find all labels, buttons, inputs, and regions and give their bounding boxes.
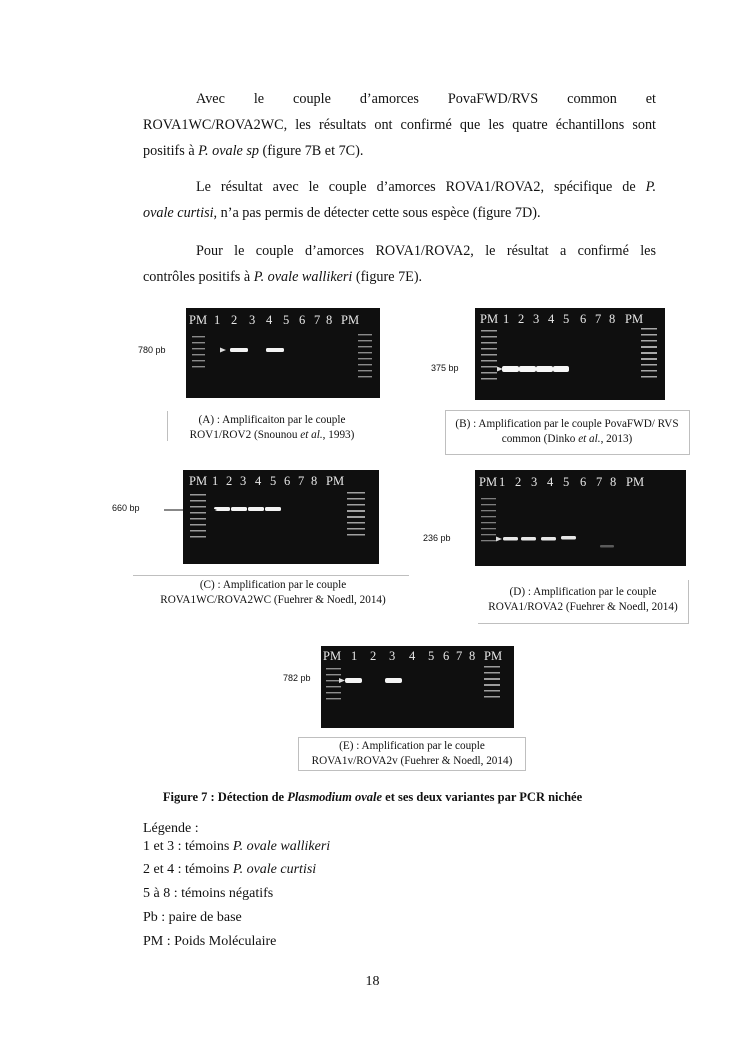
lane-label: 3 — [249, 313, 256, 327]
text: (figure 7E). — [352, 269, 423, 285]
species-name: P. ovale wallikeri — [253, 269, 353, 285]
lane-label: 6 — [580, 312, 587, 326]
text: et ses deux variantes par PCR nichée — [382, 790, 583, 804]
band — [266, 348, 284, 352]
caption-d — [478, 585, 688, 615]
caption-line: ROVA1WC/ROVA2WC (Fuehrer & Noedl, 2014) — [160, 594, 386, 606]
ladder-left — [481, 498, 496, 541]
word: PovaFWD/RVS — [447, 91, 539, 107]
band — [553, 366, 569, 372]
lane-label: PM — [189, 313, 208, 327]
text: , 2013) — [600, 433, 633, 445]
lane-label: 2 — [226, 474, 233, 488]
marker-label-d: 236 pb — [423, 533, 451, 543]
lane-label: 1 — [499, 475, 506, 489]
lane-label: 6 — [580, 475, 587, 489]
text: (figure 7B et 7C). — [259, 143, 364, 159]
caption-line: (B) : Amplification par le couple PovaFWD/ RVS — [455, 418, 679, 430]
lane-label: 1 — [212, 474, 219, 488]
arrow-head — [496, 537, 502, 542]
legend — [143, 820, 330, 856]
species-name: Plasmodium ovale — [287, 790, 383, 804]
lane-label: 8 — [311, 474, 318, 488]
paragraph-1-line-3 — [143, 138, 656, 164]
lane-label: 3 — [389, 649, 396, 663]
legend-heading: Légende : — [143, 821, 199, 836]
paragraph-2-line-2 — [143, 200, 656, 226]
lane-label: 4 — [255, 474, 262, 488]
ladder-left — [326, 668, 341, 699]
paragraph-3 — [143, 238, 656, 290]
page-number: 18 — [365, 974, 380, 989]
text: Le résultat avec le couple d’amorces ROVA1/ROVA2, spécifique de — [196, 179, 646, 195]
arrow-line-c — [148, 505, 218, 515]
caption-a — [172, 413, 372, 443]
band — [502, 366, 519, 372]
lane-label: 4 — [548, 312, 555, 326]
lane-label: 7 — [595, 312, 602, 326]
lane-label: 4 — [409, 649, 416, 663]
ladder-right — [347, 492, 365, 536]
band — [345, 678, 362, 683]
caption-line: (C) : Amplification par le couple — [199, 579, 347, 591]
ladder-left — [192, 336, 205, 367]
lane-label: PM — [326, 474, 345, 488]
lane-label: 6 — [443, 649, 450, 663]
lane-label: 2 — [515, 475, 522, 489]
lane-label: 5 — [428, 649, 435, 663]
word: Avec — [196, 91, 225, 107]
text: 2 et 4 : témoins — [143, 862, 233, 877]
lane-label: 1 — [351, 649, 358, 663]
word: couple — [293, 91, 331, 107]
band — [561, 536, 576, 540]
marker-label-e: 782 pb — [283, 673, 311, 683]
text: 1 et 3 : témoins — [143, 839, 233, 854]
text: , n’a pas permis de détecter cette sous espèce (figure 7D). — [213, 205, 541, 221]
word: et — [645, 91, 656, 107]
species-name: P. ovale curtisi — [232, 862, 317, 877]
lane-label: 2 — [370, 649, 377, 663]
lane-label: 5 — [270, 474, 277, 488]
legend-item: PM : Poids Moléculaire — [143, 934, 277, 949]
caption-line: ROVA1v/ROVA2v (Fuehrer & Noedl, 2014) — [311, 755, 513, 767]
paragraph-2 — [143, 174, 656, 226]
paragraph-1-line-2: ROVA1WC/ROVA2WC, les résultats ont confirmé que les quatre échantillons sont — [143, 117, 656, 133]
caption-b — [447, 417, 687, 447]
band — [385, 678, 402, 683]
text: et al. — [300, 429, 323, 441]
text: et al. — [578, 433, 601, 445]
band — [248, 507, 264, 511]
species-name: ovale curtisi — [143, 205, 214, 221]
legend-item — [143, 838, 330, 856]
lane-label: 6 — [284, 474, 291, 488]
band — [265, 507, 281, 511]
text: positifs à — [143, 143, 199, 159]
lane-label: 3 — [531, 475, 538, 489]
word: common — [567, 91, 617, 107]
gel-image-b — [475, 308, 665, 400]
band — [230, 348, 248, 352]
text: common (Dinko — [501, 433, 579, 445]
band — [541, 537, 556, 541]
lane-label: PM — [626, 475, 645, 489]
paragraph-2-line-1 — [143, 174, 656, 200]
caption-line: (A) : Amplificaiton par le couple — [198, 414, 346, 426]
lane-label: 3 — [240, 474, 247, 488]
caption-e — [299, 739, 525, 769]
lane-label: 5 — [563, 312, 570, 326]
caption-border-c — [133, 575, 409, 576]
lane-label: PM — [189, 474, 208, 488]
lane-label: PM — [484, 649, 503, 663]
caption-line — [172, 428, 372, 443]
marker-label-a: 780 pb — [138, 345, 166, 355]
lane-label: 2 — [231, 313, 238, 327]
lane-label: PM — [625, 312, 644, 326]
paragraph-1-line-1 — [143, 86, 656, 112]
caption-border-a — [167, 411, 168, 441]
lane-label: 7 — [298, 474, 305, 488]
legend-item — [143, 861, 316, 879]
text: Figure 7 : Détection de — [162, 790, 288, 804]
lane-label: 8 — [610, 475, 617, 489]
gel-image-a — [186, 308, 380, 398]
species-name: P. ovale wallikeri — [232, 839, 331, 854]
caption-line: (D) : Amplification par le couple — [509, 586, 657, 598]
ladder-left — [481, 330, 497, 380]
band — [503, 537, 518, 541]
lane-label: PM — [479, 475, 498, 489]
text: contrôles positifs à — [143, 269, 254, 285]
text: , 1993) — [322, 429, 355, 441]
lane-label: 1 — [503, 312, 510, 326]
caption-c — [135, 578, 411, 608]
ladder-right — [358, 334, 372, 377]
caption-line: ROVA1/ROVA2 (Fuehrer & Noedl, 2014) — [488, 601, 678, 613]
arrow-head — [220, 348, 226, 353]
species-name: P. — [645, 179, 656, 195]
legend-item: 5 à 8 : témoins négatifs — [143, 886, 274, 901]
band — [521, 537, 536, 541]
figure-title — [0, 790, 745, 805]
lane-label: 7 — [596, 475, 603, 489]
legend-item: Pb : paire de base — [143, 910, 242, 925]
gel-image-c — [183, 470, 379, 564]
lane-label: 5 — [283, 313, 290, 327]
band — [600, 545, 614, 548]
paragraph-3-line-2 — [143, 264, 656, 290]
lane-label: 8 — [469, 649, 476, 663]
lane-label: 5 — [563, 475, 570, 489]
band — [231, 507, 247, 511]
caption-line: (E) : Amplification par le couple — [339, 740, 485, 752]
lane-label: 2 — [518, 312, 525, 326]
lane-label: PM — [341, 313, 360, 327]
lane-label: 3 — [533, 312, 540, 326]
ladder-right — [641, 328, 657, 378]
caption-line — [447, 432, 687, 447]
word: le — [253, 91, 265, 107]
lane-label: 4 — [266, 313, 273, 327]
lane-label: PM — [323, 649, 342, 663]
paragraph-3-line-1: Pour le couple d’amorces ROVA1/ROVA2, le résultat a confirmé les — [196, 243, 656, 259]
marker-label-c: 660 bp — [112, 503, 140, 513]
word: d’amorces — [359, 91, 419, 107]
band — [519, 366, 536, 372]
lane-label: 7 — [314, 313, 321, 327]
arrow-head — [339, 678, 345, 683]
lane-label: 8 — [609, 312, 616, 326]
text: ROV1/ROV2 (Snounou — [189, 429, 301, 441]
lane-label: 6 — [299, 313, 306, 327]
lane-label: PM — [480, 312, 499, 326]
lane-label: 4 — [547, 475, 554, 489]
lane-label: 1 — [214, 313, 221, 327]
ladder-right — [484, 666, 500, 698]
species-name: P. ovale sp — [198, 143, 259, 159]
paragraph-1 — [143, 86, 656, 164]
lane-label: 7 — [456, 649, 463, 663]
lane-label: 8 — [326, 313, 333, 327]
ladder-left — [190, 494, 206, 538]
band — [536, 366, 553, 372]
gel-image-e — [321, 646, 514, 728]
marker-label-b: 375 bp — [431, 363, 459, 373]
arrow-head — [497, 367, 503, 372]
gel-image-d — [475, 470, 686, 566]
